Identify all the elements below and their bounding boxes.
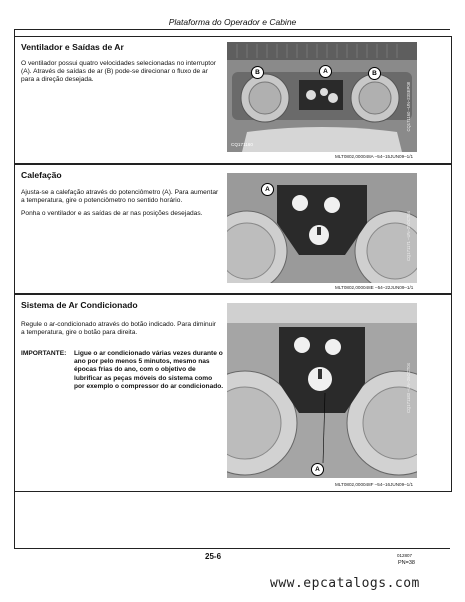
heating-illustration — [227, 173, 417, 283]
callout-a: A — [319, 65, 332, 78]
fan-vents-photo — [227, 42, 417, 152]
callout-a: A — [311, 463, 324, 476]
watermark: www.epcatalogs.com — [270, 576, 420, 591]
page-sequence: PN=38 — [398, 560, 415, 566]
section-air-conditioning — [14, 294, 452, 492]
header-title: Plataforma do Operador e Cabine — [168, 17, 297, 27]
section-body — [21, 189, 221, 224]
section-title: Ventilador e Saídas de Ar — [21, 42, 124, 52]
fan-vents-illustration — [227, 42, 417, 152]
header-rule — [14, 29, 450, 30]
reference-code: MLT0802,000048F –54–16JUN09–1/1 — [335, 482, 414, 487]
paragraph: Regule o ar-condicionado através do botão indicado. Para diminuir a temperatura, gire o botão para direita. — [21, 321, 217, 337]
air-conditioning-illustration — [227, 303, 417, 478]
section-heating — [14, 164, 452, 294]
paragraph: Ponha o ventilador e as saídas de ar nas posições desejadas. — [21, 210, 203, 218]
paragraph: O ventilador possui quatro velocidades selecionadas no interruptor (A). Através de saídas de ar (B) pode-se direcionar o fluxo de ar para a direção desejada. — [21, 60, 216, 84]
section-fan-vents — [14, 36, 452, 164]
callout-b-right: B — [368, 67, 381, 80]
date-code: 012807 — [397, 553, 413, 558]
section-body — [21, 321, 221, 342]
paragraph: Ajusta-se a calefação através do potenciômetro (A). Para aumentar a temperatura, gire o potenciômetro no sentido horário. — [21, 189, 219, 205]
figure-vertical-code: CQ171160 –UN–23SEP08 — [406, 82, 411, 132]
page-number: 25-6 — [205, 552, 222, 561]
section-title: Sistema de Ar Condicionado — [21, 300, 138, 310]
air-conditioning-photo — [227, 303, 417, 478]
reference-code: MLT0802,000048A –54–15JUN09–1/1 — [335, 154, 414, 159]
important-text: Ligue o ar condicionado várias vezes durante o ano por pelo menos 5 minutos, mesmo nas épocas frias do ano, com o objetivo de lubrificar as peças móveis do sistema como por exemplo o compressor do ar condicionado. — [74, 350, 224, 390]
callout-b-left: B — [251, 66, 264, 79]
callout-a: A — [261, 183, 274, 196]
important-label: IMPORTANTE: — [21, 350, 67, 357]
footer-rule — [14, 548, 450, 549]
section-body — [21, 60, 221, 90]
figure-vertical-code: CQ171171 –UN–25OCT04 — [406, 211, 411, 261]
reference-code: MLT0802,000048E –54–22JUN09–1/1 — [335, 285, 414, 290]
figure-code: CQ171160 — [231, 142, 253, 147]
section-title: Calefação — [21, 170, 62, 180]
heating-photo — [227, 173, 417, 283]
figure-vertical-code: CQ171183 –UN–25OCT04 — [406, 363, 411, 413]
